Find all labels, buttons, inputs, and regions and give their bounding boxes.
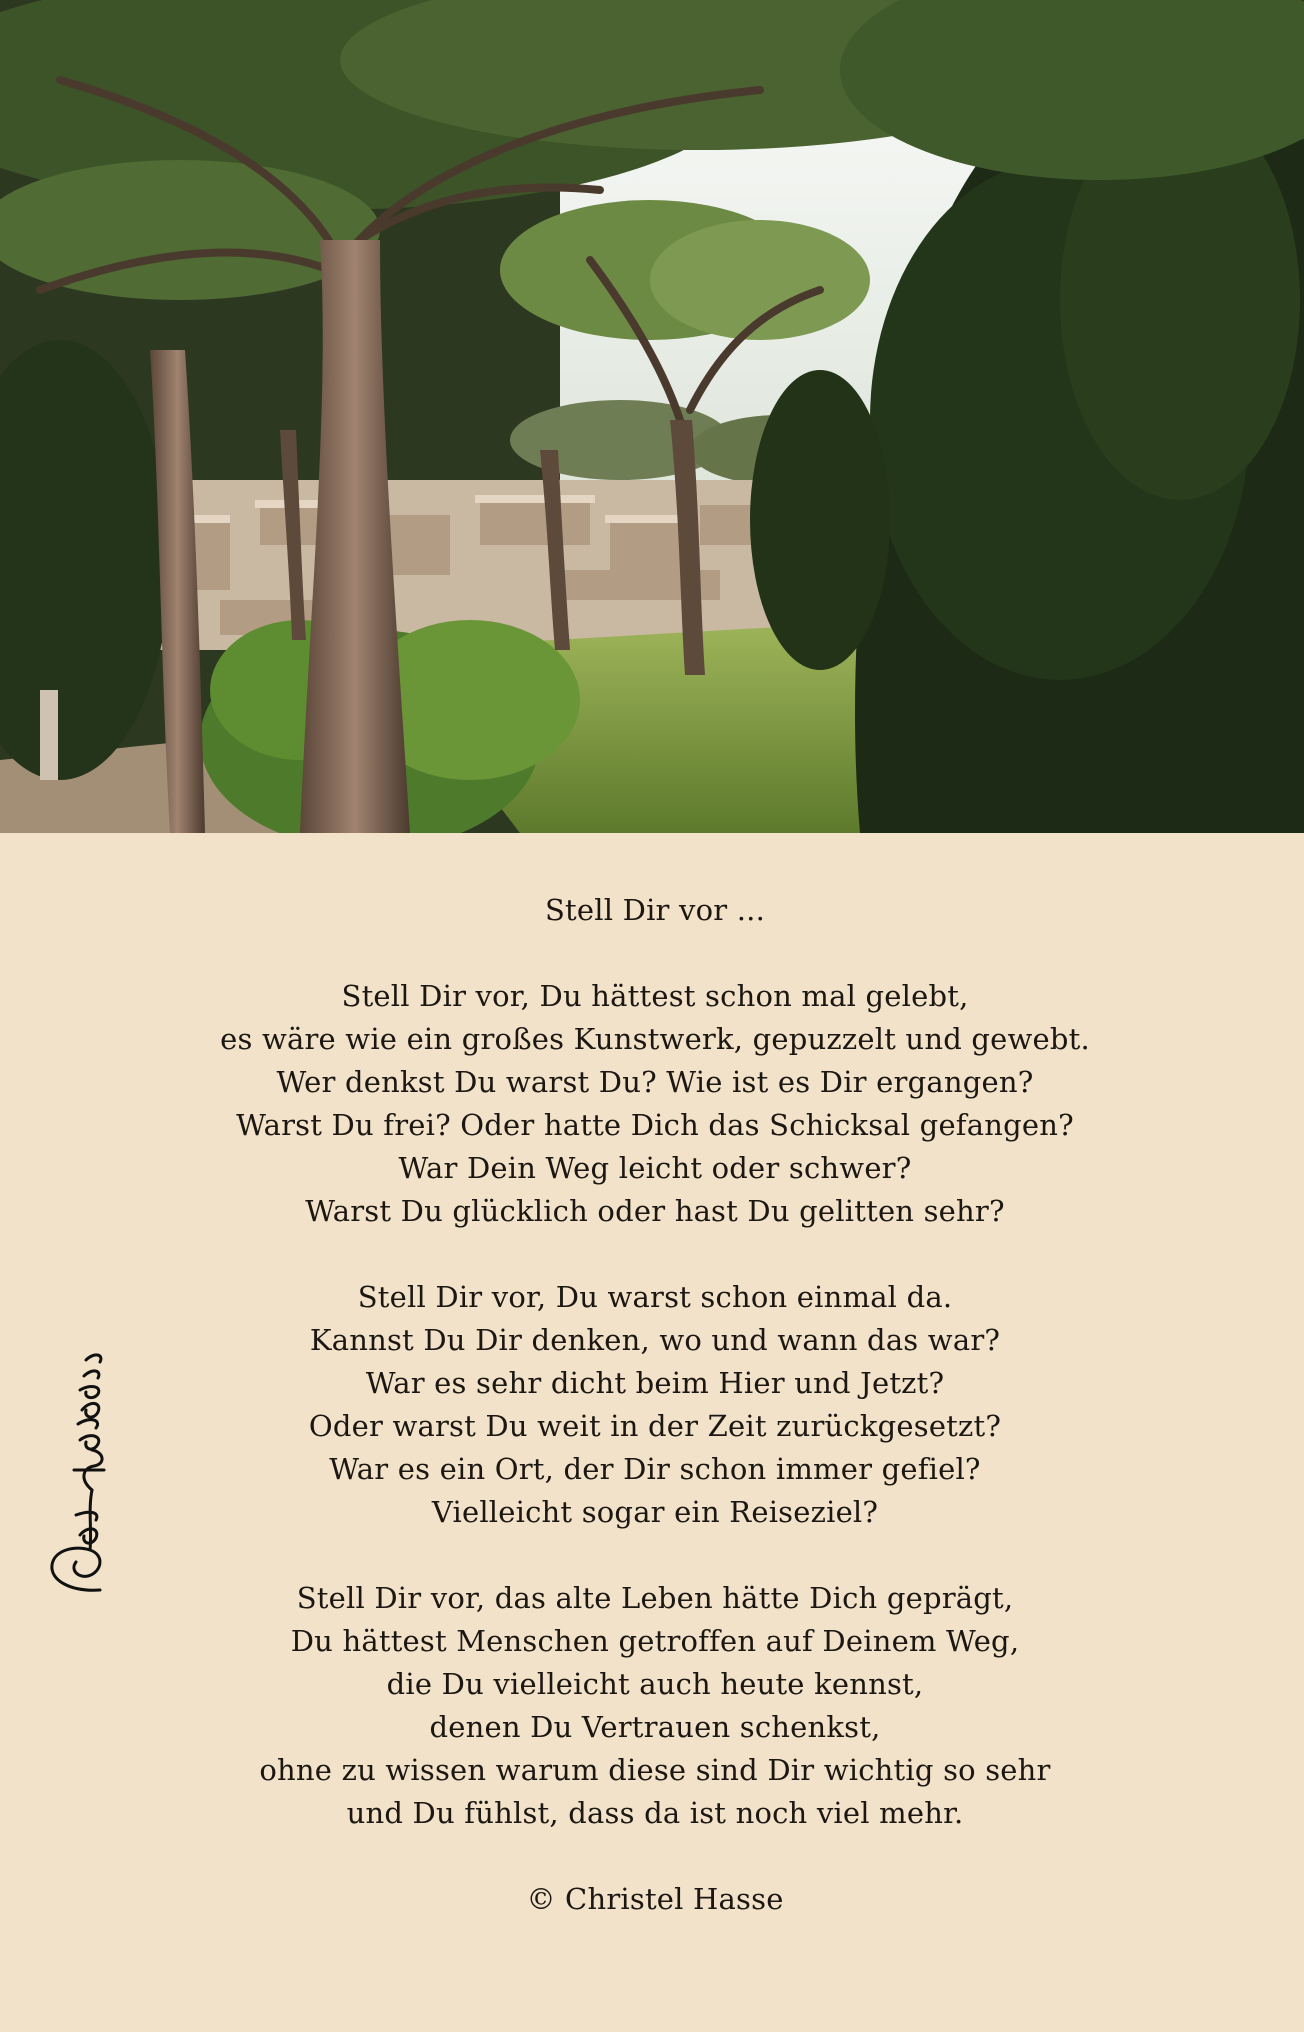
copyright-notice: © Christel Hasse [526, 1882, 784, 1916]
poem-line: ohne zu wissen warum diese sind Dir wichtig so sehr [259, 1753, 1051, 1787]
poem [150, 889, 1160, 1921]
poem-line: Stell Dir vor, Du warst schon einmal da. [357, 1280, 953, 1314]
poem-line: Wer denkst Du warst Du? Wie ist es Dir ergangen? [276, 1065, 1034, 1099]
poem-line: Stell Dir vor, Du hättest schon mal gelebt, [341, 979, 969, 1013]
header-photo [0, 0, 1304, 833]
stanza-gap [150, 932, 1160, 975]
poem-title: Stell Dir vor ... [544, 893, 766, 927]
poem-line: es wäre wie ein großes Kunstwerk, gepuzzelt und gewebt. [220, 1022, 1090, 1056]
poem-line: Vielleicht sogar ein Reiseziel? [431, 1495, 879, 1529]
poem-panel [0, 833, 1304, 2032]
poem-line: War es sehr dicht beim Hier und Jetzt? [365, 1366, 945, 1400]
stanza-gap [150, 1233, 1160, 1276]
poem-line: War es ein Ort, der Dir schon immer gefiel? [329, 1452, 981, 1486]
poem-line: und Du fühlst, dass da ist noch viel mehr. [346, 1796, 964, 1830]
poem-line: die Du vielleicht auch heute kennst, [386, 1667, 924, 1701]
poem-line: Warst Du glücklich oder hast Du gelitten sehr? [305, 1194, 1005, 1228]
poem-line: denen Du Vertrauen schenkst, [429, 1710, 881, 1744]
stanza-gap [150, 1835, 1160, 1878]
stanza-gap [150, 1534, 1160, 1577]
poem-line: War Dein Weg leicht oder schwer? [398, 1151, 912, 1185]
signature-logo [30, 1340, 120, 1600]
poem-line: Du hättest Menschen getroffen auf Deinem Weg, [290, 1624, 1020, 1658]
poem-line: Kannst Du Dir denken, wo und wann das war? [309, 1323, 1001, 1357]
poem-line: Oder warst Du weit in der Zeit zurückgesetzt? [308, 1409, 1002, 1443]
poem-line: Stell Dir vor, das alte Leben hätte Dich geprägt, [296, 1581, 1014, 1615]
poem-line: Warst Du frei? Oder hatte Dich das Schicksal gefangen? [236, 1108, 1074, 1142]
